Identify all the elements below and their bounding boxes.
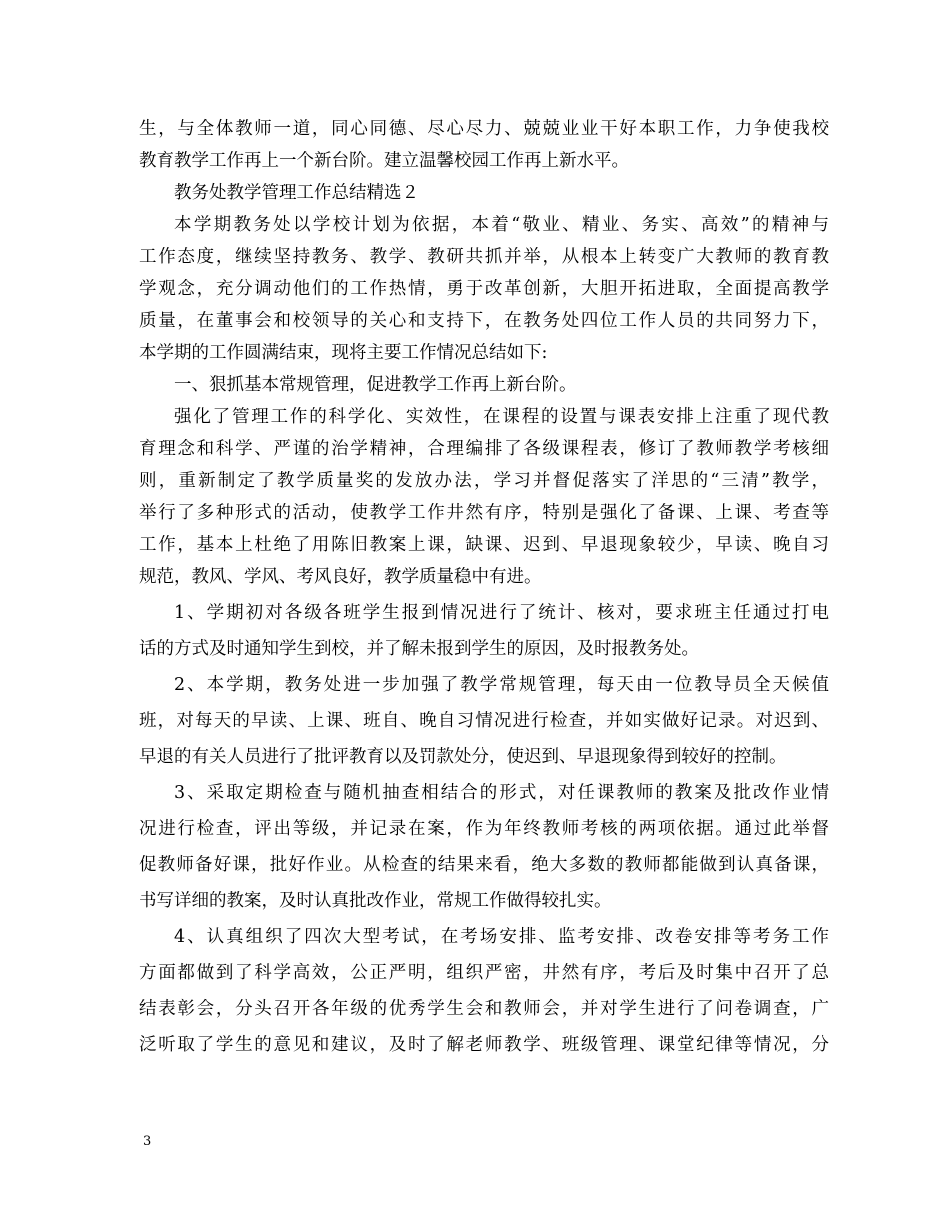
text-line: 举行了多种形式的活动，使教学工作井然有序，特别是强化了备课、上课、考查等 (139, 503, 829, 523)
text-line: 工作态度，继续坚持教务、教学、教研共抓并举，从根本上转变广大教师的教育教 (139, 247, 829, 267)
text-line: 早退的有关人员进行了批评教育以及罚款处分，使迟到、早退现象得到较好的控制。 (139, 747, 787, 767)
text-line: 方面都做到了科学高效，公正严明，组织严密，井然有序，考后及时集中召开了总 (139, 963, 829, 983)
text-line: 本学期的工作圆满结束，现将主要工作情况总结如下: (139, 343, 548, 363)
text-line: 1、学期初对各级各班学生报到情况进行了统计、核对，要求班主任通过打电 (174, 603, 829, 623)
text-line: 则，重新制定了教学质量奖的发放办法，学习并督促落实了洋思的“三清”教学， (139, 471, 829, 491)
text-line: 教育教学工作再上一个新台阶。建立温馨校园工作再上新水平。 (139, 151, 629, 171)
text-line: 本学期教务处以学校计划为依据，本着“敬业、精业、务实、高效”的精神与 (174, 215, 829, 235)
text-line: 工作，基本上杜绝了用陈旧教案上课，缺课、迟到、早退现象较少，早读、晚自习 (139, 535, 829, 555)
text-line: 强化了管理工作的科学化、实效性，在课程的设置与课表安排上注重了现代教 (174, 407, 829, 427)
text-line: 话的方式及时通知学生到校，并了解未报到学生的原因，及时报教务处。 (139, 639, 699, 659)
text-line: 教务处教学管理工作总结精选２ (174, 183, 419, 203)
text-line: 况进行检查，评出等级，并记录在案，作为年终教师考核的两项依据。通过此举督 (139, 819, 829, 839)
text-line: 一、狠抓基本常规管理，促进教学工作再上新台阶。 (174, 375, 577, 395)
text-line: 4、认真组织了四次大型考试，在考场安排、监考安排、改卷安排等考务工作 (174, 927, 829, 947)
text-line: 促教师备好课，批好作业。从检查的结果来看，绝大多数的教师都能做到认真备课， (139, 855, 829, 875)
text-line: 泛听取了学生的意见和建议，及时了解老师教学、班级管理、课堂纪律等情况，分 (139, 1035, 829, 1055)
text-line: 班，对每天的早读、上课、班自、晚自习情况进行检查，并如实做好记录。对迟到、 (139, 711, 829, 731)
text-line: 学观念，充分调动他们的工作热情，勇于改革创新，大胆开拓进取，全面提高教学 (139, 279, 829, 299)
text-line: 规范，教风、学风、考风良好，教学质量稳中有进。 (139, 567, 542, 587)
text-line: 2、本学期，教务处进一步加强了教学常规管理，每天由一位教导员全天候值 (174, 675, 829, 695)
page-number: 3 (143, 1134, 152, 1149)
text-line: 育理念和科学、严谨的治学精神，合理编排了各级课程表，修订了教师教学考核细 (139, 439, 829, 459)
text-line: 生，与全体教师一道，同心同德、尽心尽力、兢兢业业干好本职工作，力争使我校 (139, 119, 829, 139)
text-line: 质量，在董事会和校领导的关心和支持下，在教务处四位工作人员的共同努力下， (139, 311, 829, 331)
text-line: 3、采取定期检查与随机抽查相结合的形式，对任课教师的教案及批改作业情 (174, 783, 829, 803)
document-body (139, 113, 829, 1061)
text-line: 结表彰会，分头召开各年级的优秀学生会和教师会，并对学生进行了问卷调查，广 (139, 999, 829, 1019)
text-line: 书写详细的教案，及时认真批改作业，常规工作做得较扎实。 (139, 891, 612, 911)
